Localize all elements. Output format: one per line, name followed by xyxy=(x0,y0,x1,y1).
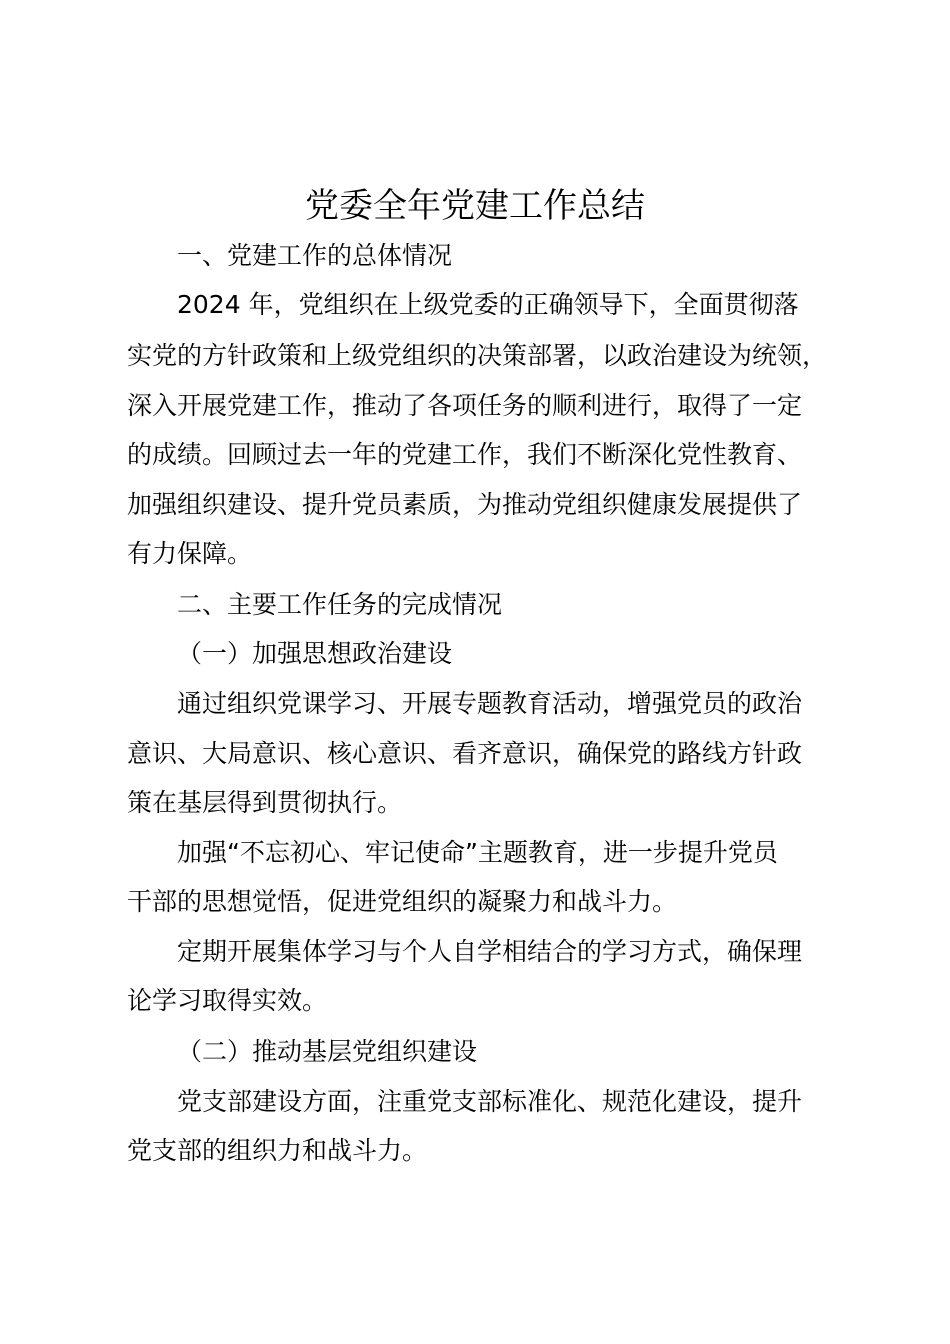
paragraph-line: 意识、大局意识、核心意识、看齐意识，确保党的路线方针政 xyxy=(127,739,803,768)
paragraph-line: 定期开展集体学习与个人自学相结合的学习方式，确保理 xyxy=(177,937,803,966)
paragraph-line: 论学习取得实效。 xyxy=(127,986,328,1015)
section-heading-1: 一、党建工作的总体情况 xyxy=(177,241,453,270)
paragraph-line: 深入开展党建工作，推动了各项任务的顺利进行，取得了一定 xyxy=(127,391,803,420)
section-heading-2: 二、主要工作任务的完成情况 xyxy=(177,590,503,619)
paragraph-line: 加强“不忘初心、牢记使命”主题教育，进一步提升党员 xyxy=(177,838,778,867)
paragraph-line: 通过组织党课学习、开展专题教育活动，增强党员的政治 xyxy=(177,689,803,718)
paragraph-line: 党支部建设方面，注重党支部标准化、规范化建设，提升 xyxy=(177,1087,803,1116)
paragraph-line: 实党的方针政策和上级党组织的决策部署，以政治建设为统领， xyxy=(127,341,828,370)
paragraph-line: 党支部的组织力和战斗力。 xyxy=(127,1136,428,1165)
subsection-heading-2: （二）推动基层党组织建设 xyxy=(177,1037,478,1066)
subsection-heading-1: （一）加强思想政治建设 xyxy=(177,639,453,668)
paragraph-line: 干部的思想觉悟，促进党组织的凝聚力和战斗力。 xyxy=(127,887,678,916)
paragraph-line: 有力保障。 xyxy=(127,539,253,568)
paragraph-line: 加强组织建设、提升党员素质，为推动党组织健康发展提供了 xyxy=(127,490,803,519)
document-title: 党委全年党建工作总结 xyxy=(305,186,645,226)
paragraph-line: 的成绩。回顾过去一年的党建工作，我们不断深化党性教育、 xyxy=(127,440,803,469)
paragraph-line: 2024 年，党组织在上级党委的正确领导下，全面贯彻落 xyxy=(177,290,799,319)
paragraph-line: 策在基层得到贯彻执行。 xyxy=(127,788,403,817)
